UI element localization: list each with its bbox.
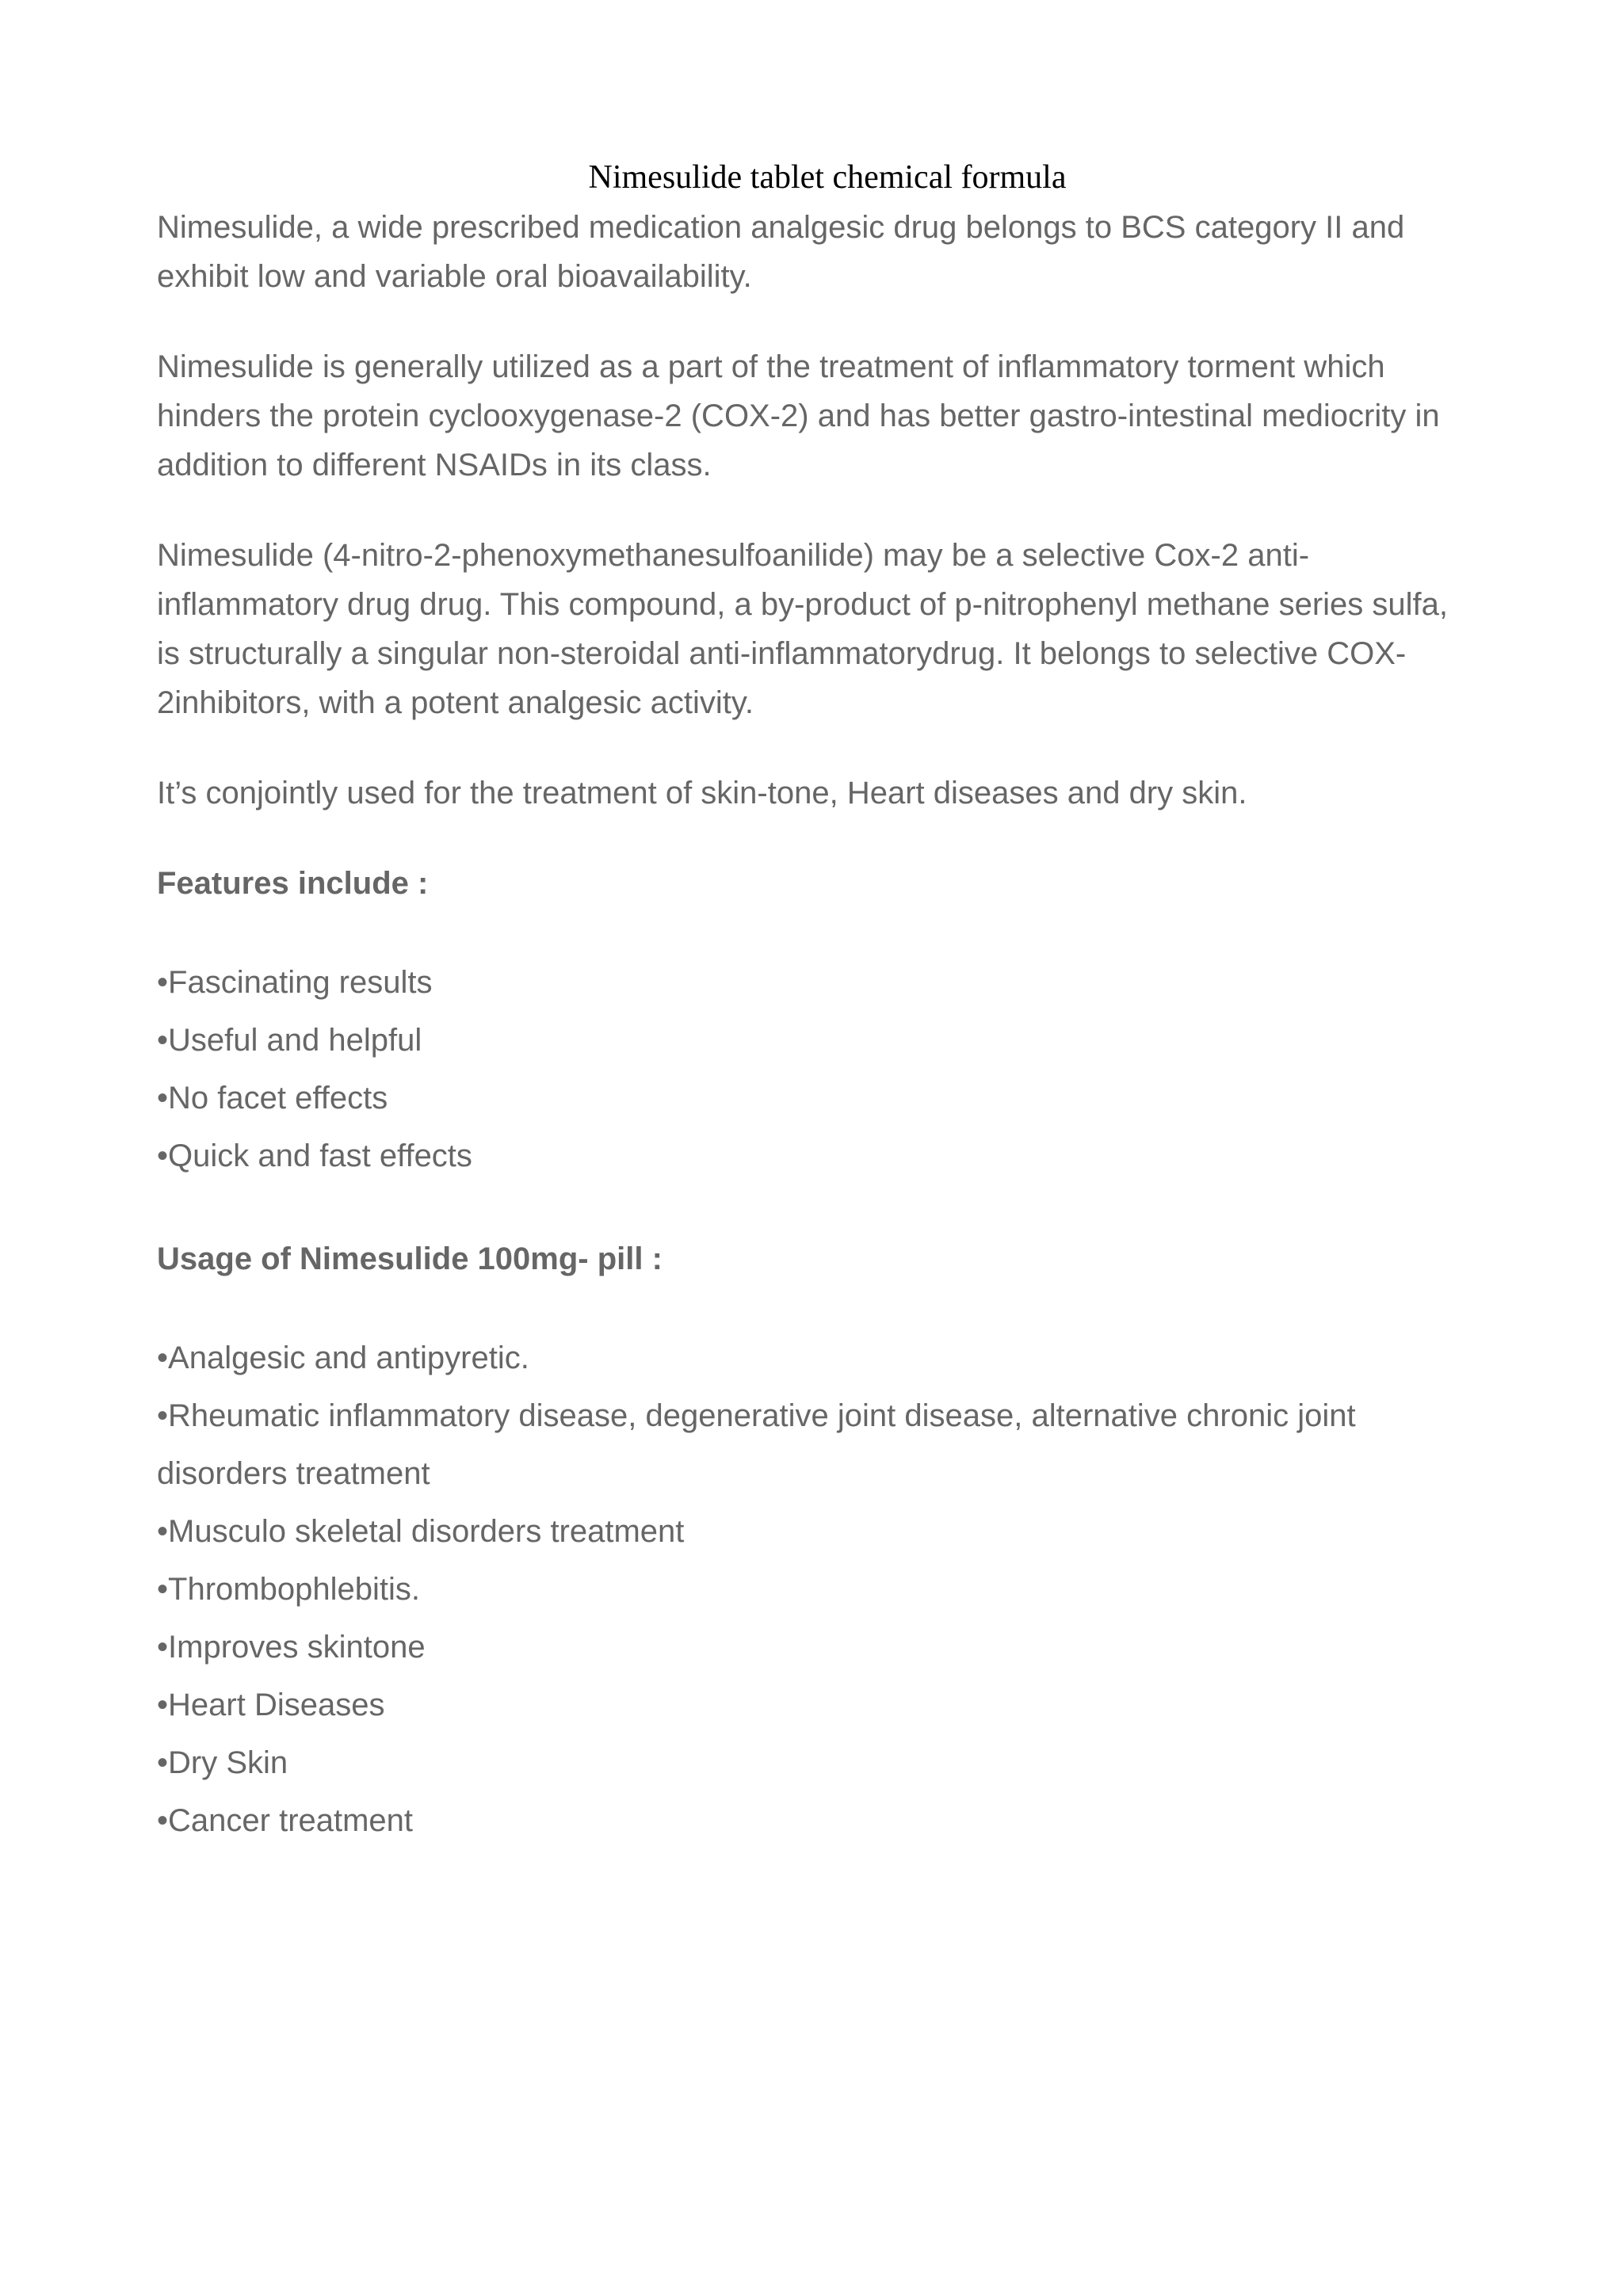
list-item (157, 1070, 1472, 1127)
document-title: Nimesulide tablet chemical formula (588, 159, 1067, 196)
features-heading: Features include : (157, 866, 429, 901)
bullet-icon: • (157, 1688, 169, 1722)
list-item-text: Fascinating results (168, 965, 433, 1000)
list-item (157, 1012, 1472, 1070)
list-item-text: Analgesic and antipyretic. (168, 1341, 529, 1375)
list-item (157, 1676, 1472, 1734)
list-item-text: Useful and helpful (168, 1023, 422, 1058)
list-item-text: Heart Diseases (168, 1688, 385, 1722)
paragraph-other-uses: It’s conjointly used for the treatment of skin-tone, Heart diseases and dry skin. (157, 776, 1247, 810)
document-body (157, 203, 1472, 1850)
bullet-icon: • (157, 1514, 169, 1549)
list-item-text: Cancer treatment (168, 1803, 414, 1838)
paragraph-usage-overview: Nimesulide is generally utilized as a part of the treatment of inflammatory torment which hinders the protein cyclooxygenase-2 (COX-2) and has better gastro-intestinal mediocrity in addition to different NSAIDs in its class. (157, 349, 1440, 482)
list-item-text: Improves skintone (168, 1630, 426, 1665)
list-item-text: Quick and fast effects (168, 1138, 472, 1173)
list-item (157, 1127, 1472, 1185)
list-item (157, 1503, 1472, 1561)
list-item (157, 1734, 1472, 1792)
paragraph-intro: Nimesulide, a wide prescribed medication analgesic drug belongs to BCS category II and exhibit low and variable oral bioavailability. (157, 210, 1405, 294)
usage-list (157, 1329, 1472, 1850)
list-item-text: No facet effects (168, 1081, 388, 1116)
bullet-icon: • (157, 1341, 169, 1375)
list-item (157, 1792, 1472, 1850)
list-item-text: Musculo skeletal disorders treatment (168, 1514, 685, 1549)
bullet-icon: • (157, 1803, 169, 1838)
list-item-text: Rheumatic inflammatory disease, degenerative joint disease, alternative chronic joint disorders treatment (157, 1398, 1356, 1491)
usage-heading: Usage of Nimesulide 100mg- pill : (157, 1241, 663, 1276)
bullet-icon: • (157, 1745, 169, 1780)
bullet-icon: • (157, 1630, 169, 1665)
bullet-icon: • (157, 965, 169, 1000)
list-item (157, 1561, 1472, 1619)
list-item (157, 1329, 1472, 1387)
list-item (157, 1619, 1472, 1676)
list-item (157, 954, 1472, 1012)
paragraph-chemistry: Nimesulide (4-nitro-2-phenoxymethanesulfoanilide) may be a selective Cox-2 anti-inflammatory drug drug. This compound, a by-product of p-nitrophenyl methane series sulfa, is structurally a singular non-steroidal anti-inflammatorydrug. It belongs to selective COX-2inhibitors, with a potent analgesic activity. (157, 538, 1448, 720)
bullet-icon: • (157, 1398, 169, 1433)
list-item-text: Thrombophlebitis. (168, 1572, 420, 1607)
list-item (157, 1387, 1472, 1503)
bullet-icon: • (157, 1572, 169, 1607)
list-item-text: Dry Skin (168, 1745, 288, 1780)
features-list (157, 954, 1472, 1185)
bullet-icon: • (157, 1138, 169, 1173)
bullet-icon: • (157, 1023, 169, 1058)
bullet-icon: • (157, 1081, 169, 1116)
